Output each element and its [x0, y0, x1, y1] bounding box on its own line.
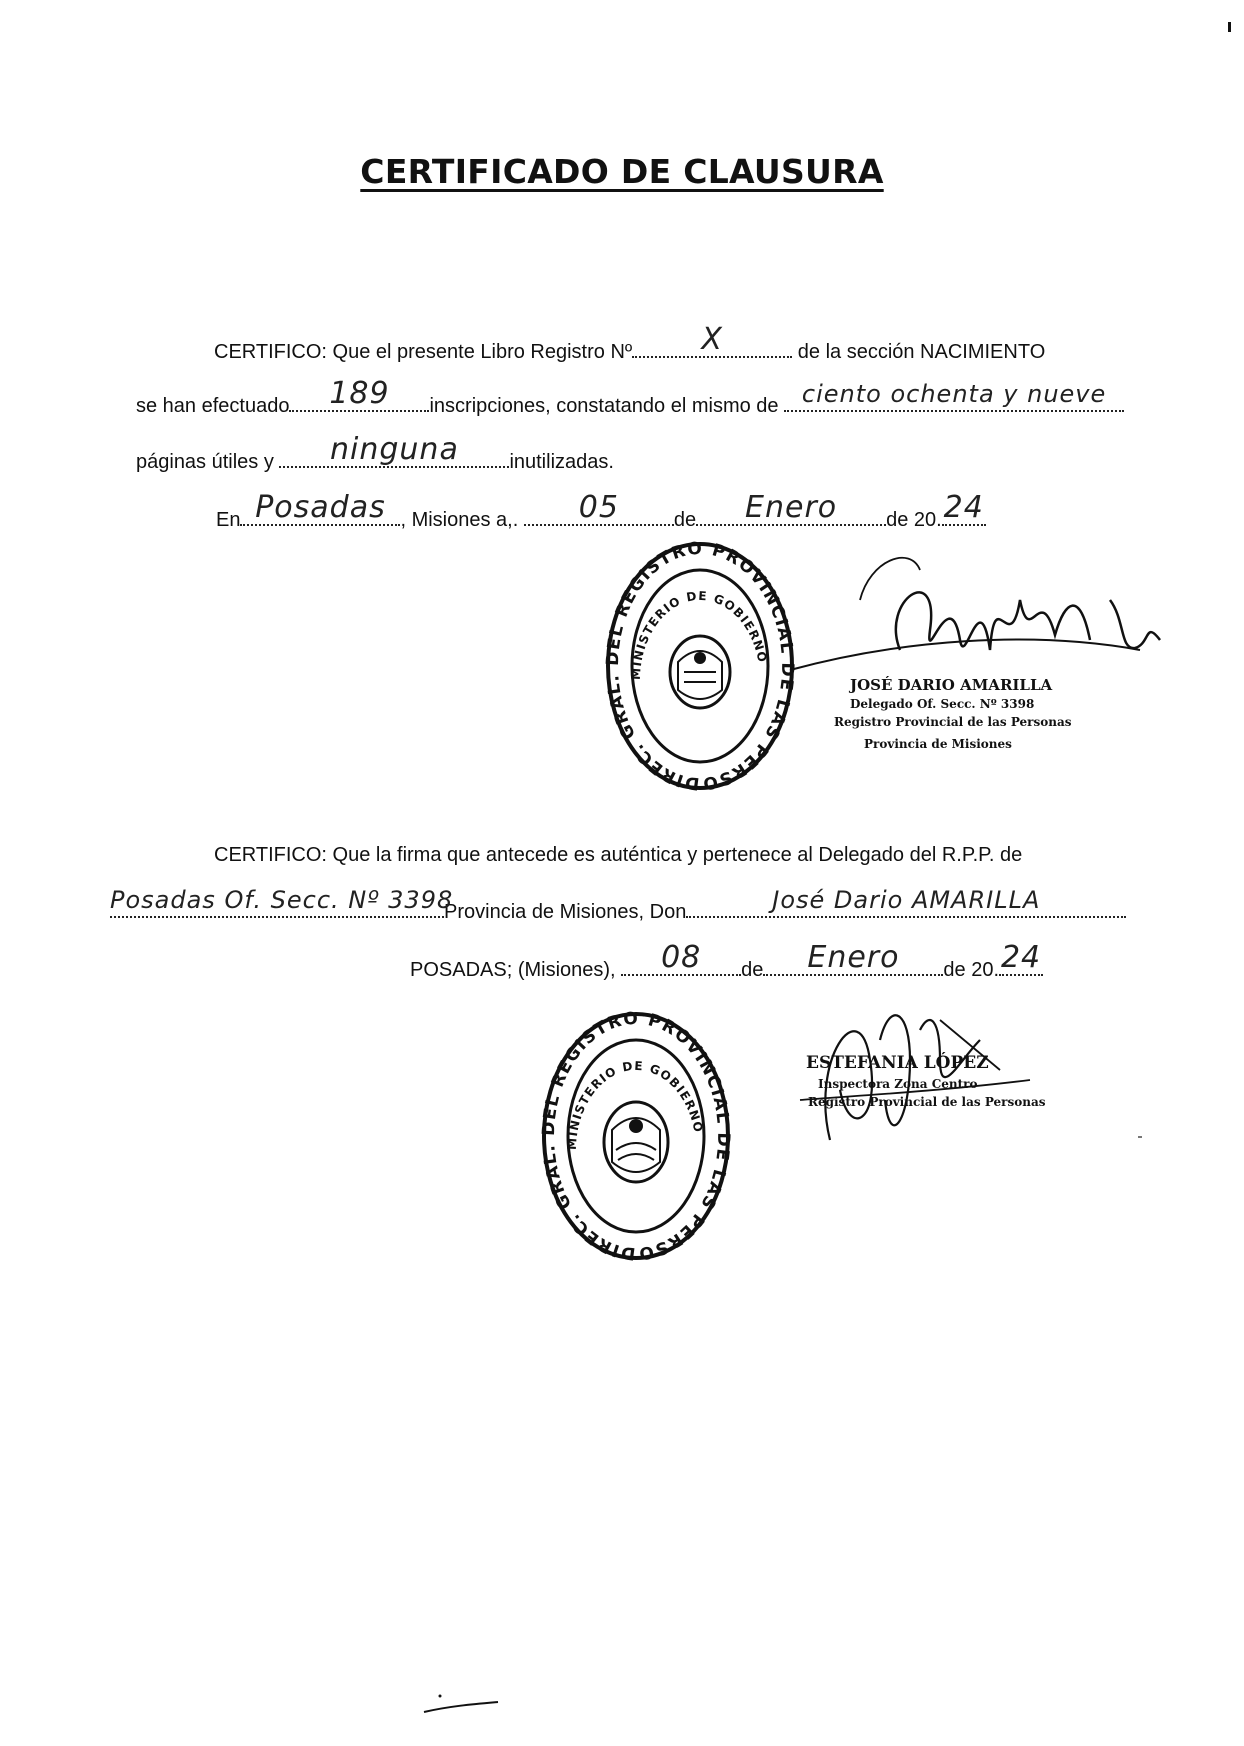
handwritten-inscripciones: 189: [329, 376, 390, 411]
para1-line2: se han efectuado 189 inscripciones, constatando el mismo de ciento ochenta y nueve: [136, 388, 1124, 421]
handwritten-mes: Enero: [745, 490, 838, 525]
handwritten-mes-2: Enero: [807, 940, 900, 975]
coat-of-arms-icon: [670, 636, 730, 708]
para1-line1: CERTIFICO: Que el presente Libro Registro Nº X de la sección NACIMIENTO: [214, 322, 1046, 363]
stamp1-outer-text: DIREC. GRAL. DEL REGISTRO PROVINCIAL DE LAS PERSONAS -: [592, 525, 798, 794]
handwritten-oficina: Posadas Of. Secc. Nº 3398: [110, 886, 454, 914]
signature-1-block: [820, 672, 1140, 762]
handwritten-anio: 24: [943, 490, 984, 525]
signature1-line2: Registro Provincial de las Personas: [834, 715, 1072, 729]
para2-line3: POSADAS; (Misiones), 08 de Enero de 20. 24: [410, 940, 1042, 981]
signature2-line1: Inspectora Zona Centro: [818, 1077, 978, 1091]
para1-line3: páginas útiles y ninguna inutilizadas.: [136, 432, 614, 473]
handwritten-anio-2: 24: [1000, 940, 1042, 975]
stamp2-outer-text: DIREC. GRAL. DEL REGISTRO PROVINCIAL DE LAS PERSONAS: [528, 995, 734, 1264]
handwritten-don: José Dario AMARILLA: [772, 886, 1041, 914]
official-stamp-2: [528, 995, 736, 1270]
handwritten-dia-2: 08: [661, 940, 702, 975]
signature1-line3: Provincia de Misiones: [864, 737, 1012, 751]
signature1-line1: Delegado Of. Secc. Nº 3398: [850, 697, 1035, 711]
official-stamp-1: [592, 525, 800, 800]
para1-line4: En Posadas , Misiones a,. 05 de Enero de 20. 24: [216, 490, 984, 531]
scan-mark: [1138, 1136, 1142, 1138]
scan-mark: [420, 1692, 500, 1722]
stamp1-inner-text: MINISTERIO DE GOBIERNO: [628, 588, 770, 681]
signature2-name: ESTEFANIA LÓPEZ: [806, 1053, 989, 1073]
handwritten-libro-num: X: [701, 322, 723, 357]
handwritten-lugar: Posadas: [255, 490, 386, 525]
handwritten-inutilizadas: ninguna: [330, 432, 459, 467]
para2-line2: Posadas Of. Secc. Nº 3398 Provincia de Misiones, Don José Dario AMARILLA: [110, 894, 1126, 927]
coat-of-arms-icon: [604, 1102, 668, 1182]
signature2-line2: Registro Provincial de las Personas: [808, 1095, 1046, 1109]
para2-line1: CERTIFICO: Que la firma que antecede es auténtica y pertenece al Delegado del R.P.P. de: [214, 844, 1023, 866]
signature-2-block: [796, 1052, 1056, 1122]
handwritten-paginas-texto: ciento ochenta y nueve: [801, 380, 1107, 408]
handwritten-dia: 05: [578, 490, 619, 525]
page-title: CERTIFICADO DE CLAUSURA: [360, 152, 884, 191]
signature1-name: JOSÉ DARIO AMARILLA: [850, 676, 1053, 694]
stamp2-inner-text: MINISTERIO DE GOBIERNO: [564, 1058, 706, 1151]
scan-mark: [1228, 22, 1231, 32]
